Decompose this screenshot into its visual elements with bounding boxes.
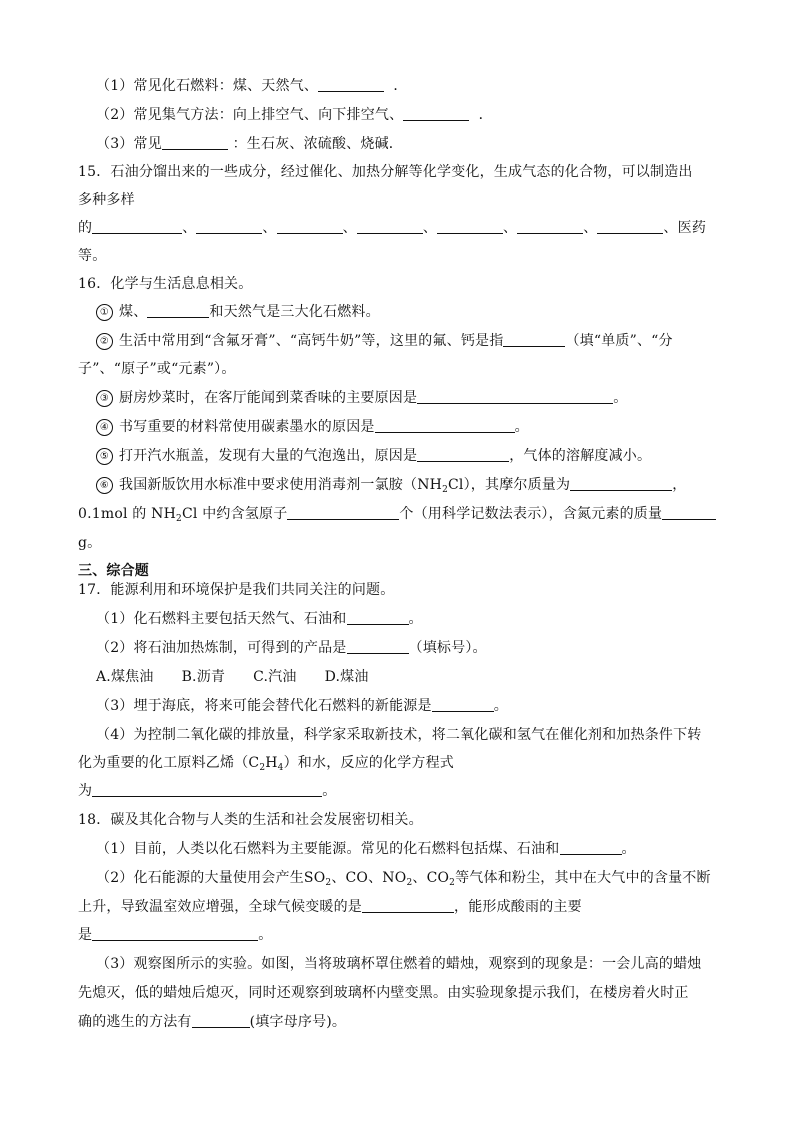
q16-item5 (96, 446, 736, 466)
q14-part2-end: ． (478, 107, 493, 123)
q18-part3: （3）观察图所示的实验。如图，当将玻璃杯罩住燃着的蜡烛，观察到的现象是：一会儿高的蜡烛 (96, 956, 702, 972)
q17-part4-cont (78, 753, 718, 773)
q17-part3-end: 。 (493, 698, 508, 714)
q17-part2-text: （2）将石油加热炼制，可得到的产品是 (96, 640, 347, 656)
q17-part4-h: H (265, 755, 278, 771)
answer-blank[interactable] (162, 135, 228, 150)
subscript: 2 (259, 763, 266, 773)
q18-part2 (96, 868, 736, 888)
answer-blank[interactable] (362, 898, 454, 913)
q17-options (96, 667, 736, 687)
q14-part2 (96, 105, 736, 125)
q18-part2-end: 。 (258, 927, 273, 943)
q17-part2-end: （填标号）。 (408, 640, 487, 656)
subscript: 2 (449, 878, 456, 888)
q17-part4-prefix: 为 (78, 783, 93, 799)
answer-blank[interactable] (375, 418, 515, 433)
item-number: ⑤ (96, 448, 113, 465)
q16-item6 (96, 475, 736, 495)
q16-item2-cont: 子”、“原子”或“元素”）。 (78, 361, 236, 377)
q15-line2: 多种多样 (78, 192, 135, 208)
option-c[interactable]: C.汽油 (253, 669, 297, 685)
q18-part2-answer (78, 925, 718, 945)
q14-part1 (96, 76, 736, 96)
answer-blank[interactable] (417, 447, 509, 462)
q15-line4: 等。 (78, 248, 107, 264)
option-d[interactable]: D.煤油 (324, 669, 369, 685)
q17-part2 (96, 638, 736, 658)
q17-part4-end: 。 (322, 783, 337, 799)
q18-title: 18．碳及其化合物与人类的生活和社会发展密切相关。 (78, 812, 423, 828)
separator: 、 (262, 220, 277, 236)
option-b[interactable]: B.沥青 (181, 669, 226, 685)
answer-blank[interactable] (503, 332, 565, 347)
q16-item6-text3: 0.1mol 的 NH (78, 506, 177, 522)
q18-part1-end: 。 (621, 841, 636, 857)
answer-blank[interactable] (347, 610, 409, 625)
separator: 、 (583, 220, 598, 236)
q17-part1-end: 。 (408, 611, 423, 627)
q17-part4: （4）为控制二氧化碳的排放量，科学家采取新技术，将二氧化碳和氢气在催化剂和加热条件下转 (96, 727, 702, 743)
q15-text: 的 (78, 220, 93, 236)
answer-blank[interactable] (432, 697, 494, 712)
q17-part3 (96, 696, 736, 716)
separator: 、 (342, 220, 357, 236)
answer-blank[interactable] (560, 840, 622, 855)
q14-part1-end: ． (393, 78, 408, 94)
q16-item4 (96, 417, 736, 437)
q18-part3-text: 确的逃生的方法有 (78, 1014, 192, 1030)
q16-item5-text: 打开汽水瓶盖，发现有大量的气泡逸出，原因是 (119, 448, 418, 464)
q16-item1-end: 和天然气是三大化石燃料。 (209, 304, 380, 320)
q16-item4-text: 书写重要的材料常使用碳素墨水的原因是 (119, 419, 375, 435)
separator: 、 (422, 220, 438, 236)
q14-part1-text: （1）常见化石燃料：煤、天然气、 (96, 78, 319, 94)
q16-item1 (96, 302, 736, 322)
q18-part2-text5: 上升，导致温室效应增强，全球气候变暖的是 (78, 899, 362, 915)
q16-item6-text: 我国新版饮用水标准中要求使用消毒剂一氯胺（NH (119, 477, 443, 493)
q16-item6-text2: Cl），其摩尔质量为 (448, 477, 571, 493)
option-a[interactable]: A.煤焦油 (96, 669, 154, 685)
q15-line1: 15．石油分馏出来的一些成分，经过催化、加热分解等化学变化，生成气态的化合物，可以制造出 (78, 164, 693, 180)
item-number: ③ (96, 390, 113, 407)
answer-blank[interactable] (597, 219, 663, 234)
q18-part2-text4: 等气体和粉尘，其中在大气中的含量不断 (455, 870, 711, 886)
answer-blank[interactable] (92, 219, 182, 234)
item-number: ② (96, 333, 113, 350)
q17-part4-text2: ）和水，反应的化学方程式 (283, 755, 455, 771)
answer-blank[interactable] (147, 303, 209, 318)
q18-part2-cont (78, 897, 718, 917)
q18-part3-cont: 先熄灭，低的蜡烛后熄灭，同时还观察到玻璃杯内壁变黑。由实验现象提示我们，在楼房着火时正 (78, 985, 689, 1001)
q14-part3 (96, 134, 736, 154)
answer-blank[interactable] (417, 389, 613, 404)
answer-blank[interactable] (570, 476, 672, 491)
q18-part3-answer (78, 1012, 718, 1032)
q16-item6-text4: Cl 中约含氢原子 (181, 506, 288, 522)
answer-blank[interactable] (287, 505, 399, 520)
q16-item3 (96, 388, 736, 408)
q18-part2-text6: ，能形成酸雨的主要 (454, 899, 582, 915)
q18-part2-text: （2）化石能源的大量使用会产生SO (96, 870, 326, 886)
q16-item1-text: 煤、 (119, 304, 148, 320)
answer-blank[interactable] (662, 505, 716, 520)
q17-part1-text: （1）化石燃料主要包括天然气、石油和 (96, 611, 347, 627)
q14-part2-text: （2）常见集气方法：向上排空气、向下排空气、 (96, 107, 404, 123)
separator: 、 (503, 220, 518, 236)
q16-item3-text: 厨房炒菜时，在客厅能闻到菜香味的主要原因是 (119, 390, 418, 406)
q16-item3-end: 。 (613, 390, 628, 406)
q18-part2-text2: 、CO、NO (331, 870, 407, 886)
answer-blank[interactable] (192, 1013, 250, 1028)
item-number: ① (96, 304, 113, 321)
q16-item6-cont (78, 504, 718, 524)
answer-blank[interactable] (437, 219, 503, 234)
q17-title: 17．能源利用和环境保护是我们共同关注的问题。 (78, 582, 395, 598)
q16-item6-comma: ， (672, 477, 687, 493)
q16-title: 16．化学与生活息息相关。 (78, 276, 253, 292)
q14-part3-end: ：生石灰、浓硫酸、烧碱． (232, 136, 403, 152)
subscript: 2 (325, 878, 332, 888)
q17-part4-text: 化为重要的化工原料乙烯（C (78, 755, 260, 771)
q16-item2 (96, 331, 736, 351)
subscript: 2 (176, 514, 182, 524)
q14-part3-text: （3）常见 (96, 136, 162, 152)
answer-blank[interactable] (347, 639, 409, 654)
q16-item2-text: 生活中常用到“含氟牙膏”、“高钙牛奶”等，这里的氟、钙是指 (119, 333, 504, 349)
q16-item6-end: g。 (78, 535, 102, 551)
q16-item6-text5: 个（用科学记数法表示），含氮元素的质量 (399, 506, 663, 522)
q15-text-end: 、医药 (663, 220, 707, 236)
q18-part2-text3: 、CO (412, 870, 450, 886)
q17-part4-answer (78, 781, 718, 801)
q18-part3-end: (填字母序号)。 (249, 1014, 347, 1030)
subscript: 4 (277, 763, 284, 773)
q18-part2-prefix: 是 (78, 927, 93, 943)
q18-part1 (96, 839, 736, 859)
answer-blank[interactable] (92, 782, 322, 797)
answer-blank[interactable] (318, 77, 384, 92)
separator: 、 (182, 220, 197, 236)
q17-part3-text: （3）埋于海底，将来可能会替代化石燃料的新能源是 (96, 698, 432, 714)
q17-part1 (96, 609, 736, 629)
item-number: ⑥ (96, 477, 113, 494)
answer-blank[interactable] (277, 219, 343, 234)
q16-item5-end: ，气体的溶解度减小。 (509, 448, 652, 464)
answer-blank[interactable] (403, 106, 469, 121)
answer-blank[interactable] (92, 926, 258, 941)
q18-part1-text: （1）目前，人类以化石燃料为主要能源。常见的化石燃料包括煤、石油和 (96, 841, 560, 857)
answer-blank[interactable] (517, 219, 583, 234)
q15-line3 (78, 218, 718, 238)
answer-blank[interactable] (357, 219, 423, 234)
section-heading: 三、综合题 (78, 563, 149, 579)
q16-item4-end: 。 (514, 419, 529, 435)
q16-item2-end: （填“单质”、“分 (565, 333, 673, 349)
subscript: 2 (406, 878, 413, 888)
item-number: ④ (96, 419, 113, 436)
subscript: 2 (442, 485, 448, 495)
answer-blank[interactable] (196, 219, 262, 234)
